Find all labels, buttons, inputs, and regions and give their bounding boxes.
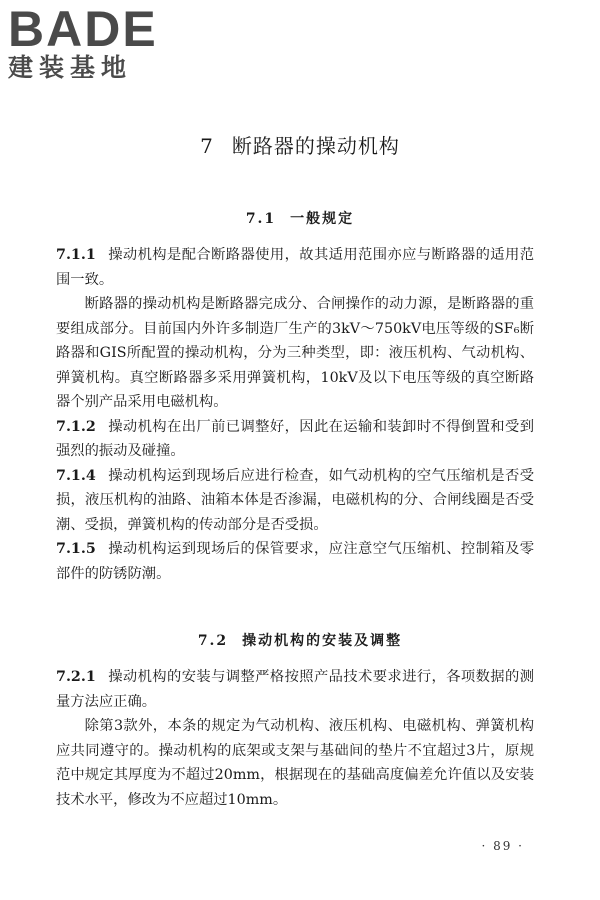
clause-7-2-1 bbox=[56, 665, 534, 714]
section-number: 7.1 bbox=[245, 211, 277, 227]
clause-number: 7.2.1 bbox=[56, 669, 96, 685]
section-7-2-title bbox=[0, 630, 600, 650]
logo-sub-text: 建装基地 bbox=[8, 53, 133, 82]
clause-number: 7.1.2 bbox=[56, 418, 96, 435]
clause-7-1-1 bbox=[56, 243, 534, 292]
clause-text: 操动机构运到现场后应进行检查，如气动机构的空气压缩机是否受损，液压机构的油路、油箱本体是否渗漏，电磁机构的分、合闸线圈是否受潮、受损，弹簧机构的传动部分是否受损。 bbox=[56, 467, 534, 533]
clause-7-1-4 bbox=[56, 464, 534, 538]
clause-number: 7.1.5 bbox=[56, 541, 96, 557]
section-7-1-body bbox=[56, 243, 534, 586]
clause-text: 断路器的操动机构是断路器完成分、合闸操作的动力源，是断路器的重要组成部分。目前国内外许多制造厂生产的3kV～750kV电压等级的SF₆断路器和GIS所配置的操动机构，分为三种类型，即：液压机构、气动机构、弹簧机构。真空断路器多采用弹簧机构，10kV及以下电压等级的真空断路器个别产品采用电磁机构。 bbox=[56, 296, 534, 410]
clause-7-2-1-explanation bbox=[56, 714, 534, 812]
clause-text: 操动机构是配合断路器使用，故其适用范围亦应与断路器的适用范围一致。 bbox=[56, 247, 534, 288]
section-title-text: 操动机构的安装及调整 bbox=[242, 633, 403, 649]
clause-text: 操动机构的安装与调整严格按照产品技术要求进行，各项数据的测量方法应正确。 bbox=[56, 669, 534, 710]
chapter-title bbox=[0, 130, 600, 159]
clause-7-1-2 bbox=[56, 415, 534, 464]
page-number: · 89 · bbox=[481, 839, 524, 853]
clause-text: 除第3款外，本条的规定为气动机构、液压机构、电磁机构、弹簧机构应共同遵守的。操动机构的底架或支架与基础间的垫片不宜超过3片，原规范中规定其厚度为不超过20mm，根据现在的基础高度偏差允许值以及安装技术水平，修改为不应超过10mm。 bbox=[56, 718, 534, 808]
section-number: 7.2 bbox=[197, 633, 229, 649]
chapter-title-text: 断路器的操动机构 bbox=[231, 134, 400, 158]
chapter-number: 7 bbox=[200, 134, 214, 158]
clause-number: 7.1.1 bbox=[56, 247, 96, 263]
clause-7-1-1-explanation bbox=[56, 292, 534, 415]
clause-number: 7.1.4 bbox=[56, 467, 96, 484]
section-title-text: 一般规定 bbox=[290, 211, 355, 227]
clause-7-1-5 bbox=[56, 537, 534, 586]
section-7-2-body bbox=[56, 665, 534, 812]
clause-text: 操动机构运到现场后的保管要求，应注意空气压缩机、控制箱及零部件的防锈防潮。 bbox=[56, 541, 534, 582]
clause-text: 操动机构在出厂前已调整好，因此在运输和装卸时不得倒置和受到强烈的振动及碰撞。 bbox=[56, 418, 534, 459]
logo bbox=[8, 1, 178, 82]
logo-main-text: BADE bbox=[8, 1, 158, 57]
section-7-1-title bbox=[0, 208, 600, 228]
